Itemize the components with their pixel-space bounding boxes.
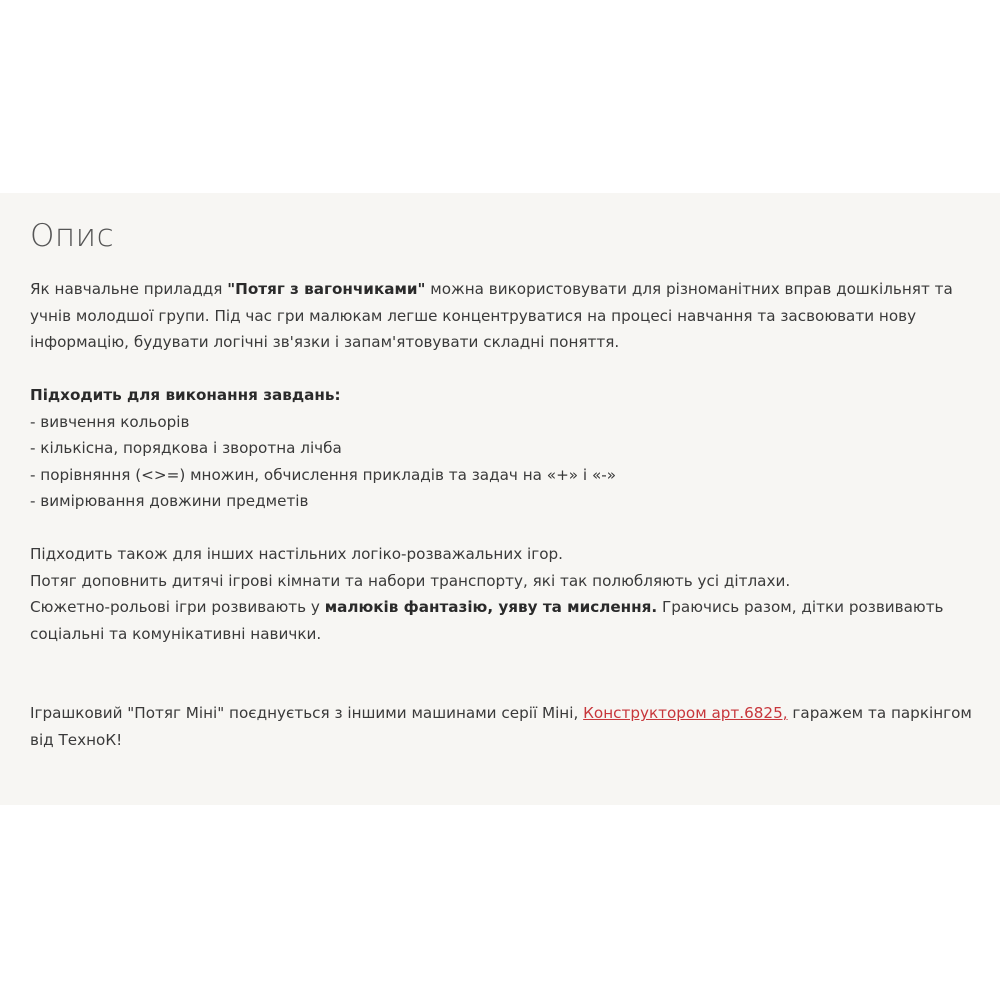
- spacer: [30, 356, 980, 383]
- tasks-heading: Підходить для виконання завдань:: [30, 386, 341, 404]
- task-item: - порівняння (<>=) множин, обчислення прикладів та задач на «+» і «-»: [30, 465, 617, 484]
- section-title: Опис: [30, 218, 115, 254]
- task-item: - кількісна, порядкова і зворотна лічба: [30, 439, 342, 457]
- intro-text-end: можна використовувати для різноманітних вправ дошкільнят та учнів молодшої групи. Під час гри малюкам легше концентруватися на процесі навчання та засвоювати нову інформацію, будувати логічні зв'язки і запам'ятовувати складні поняття.: [30, 280, 953, 351]
- games-line-1: Підходить також для інших настільних логіко-розважальних ігор.: [30, 545, 564, 563]
- spacer: [30, 515, 980, 542]
- intro-paragraph: [30, 276, 980, 356]
- games-line-3: [30, 594, 980, 647]
- spacer: [30, 647, 980, 700]
- product-name: "Потяг з вагончиками": [227, 280, 426, 298]
- games-line-3-start: Сюжетно-рольові ігри розвивають у: [30, 598, 325, 616]
- task-item: - вимірювання довжини предметів: [30, 492, 309, 510]
- description-content: [30, 276, 980, 753]
- intro-text-start: Як навчальне приладдя: [30, 280, 228, 298]
- task-item: - вивчення кольорів: [30, 412, 190, 431]
- compat-text-end: гаражем та паркінгом від ТехноК!: [30, 704, 972, 749]
- games-line-2: Потяг доповнить дитячі ігрові кімнати та набори транспорту, які так полюбляють усі дітлахи.: [30, 571, 791, 590]
- compat-text-start: Іграшковий "Потяг Міні" поєднується з іншими машинами серії Міні,: [30, 704, 584, 722]
- games-line-3-end: Граючись разом, дітки розвивають соціальні та комунікативні навички.: [30, 598, 944, 643]
- games-line-3-bold: малюків фантазію, уяву та мислення.: [324, 598, 658, 616]
- compat-paragraph: [30, 700, 980, 753]
- constructor-link[interactable]: Конструктором арт.6825,: [583, 704, 788, 722]
